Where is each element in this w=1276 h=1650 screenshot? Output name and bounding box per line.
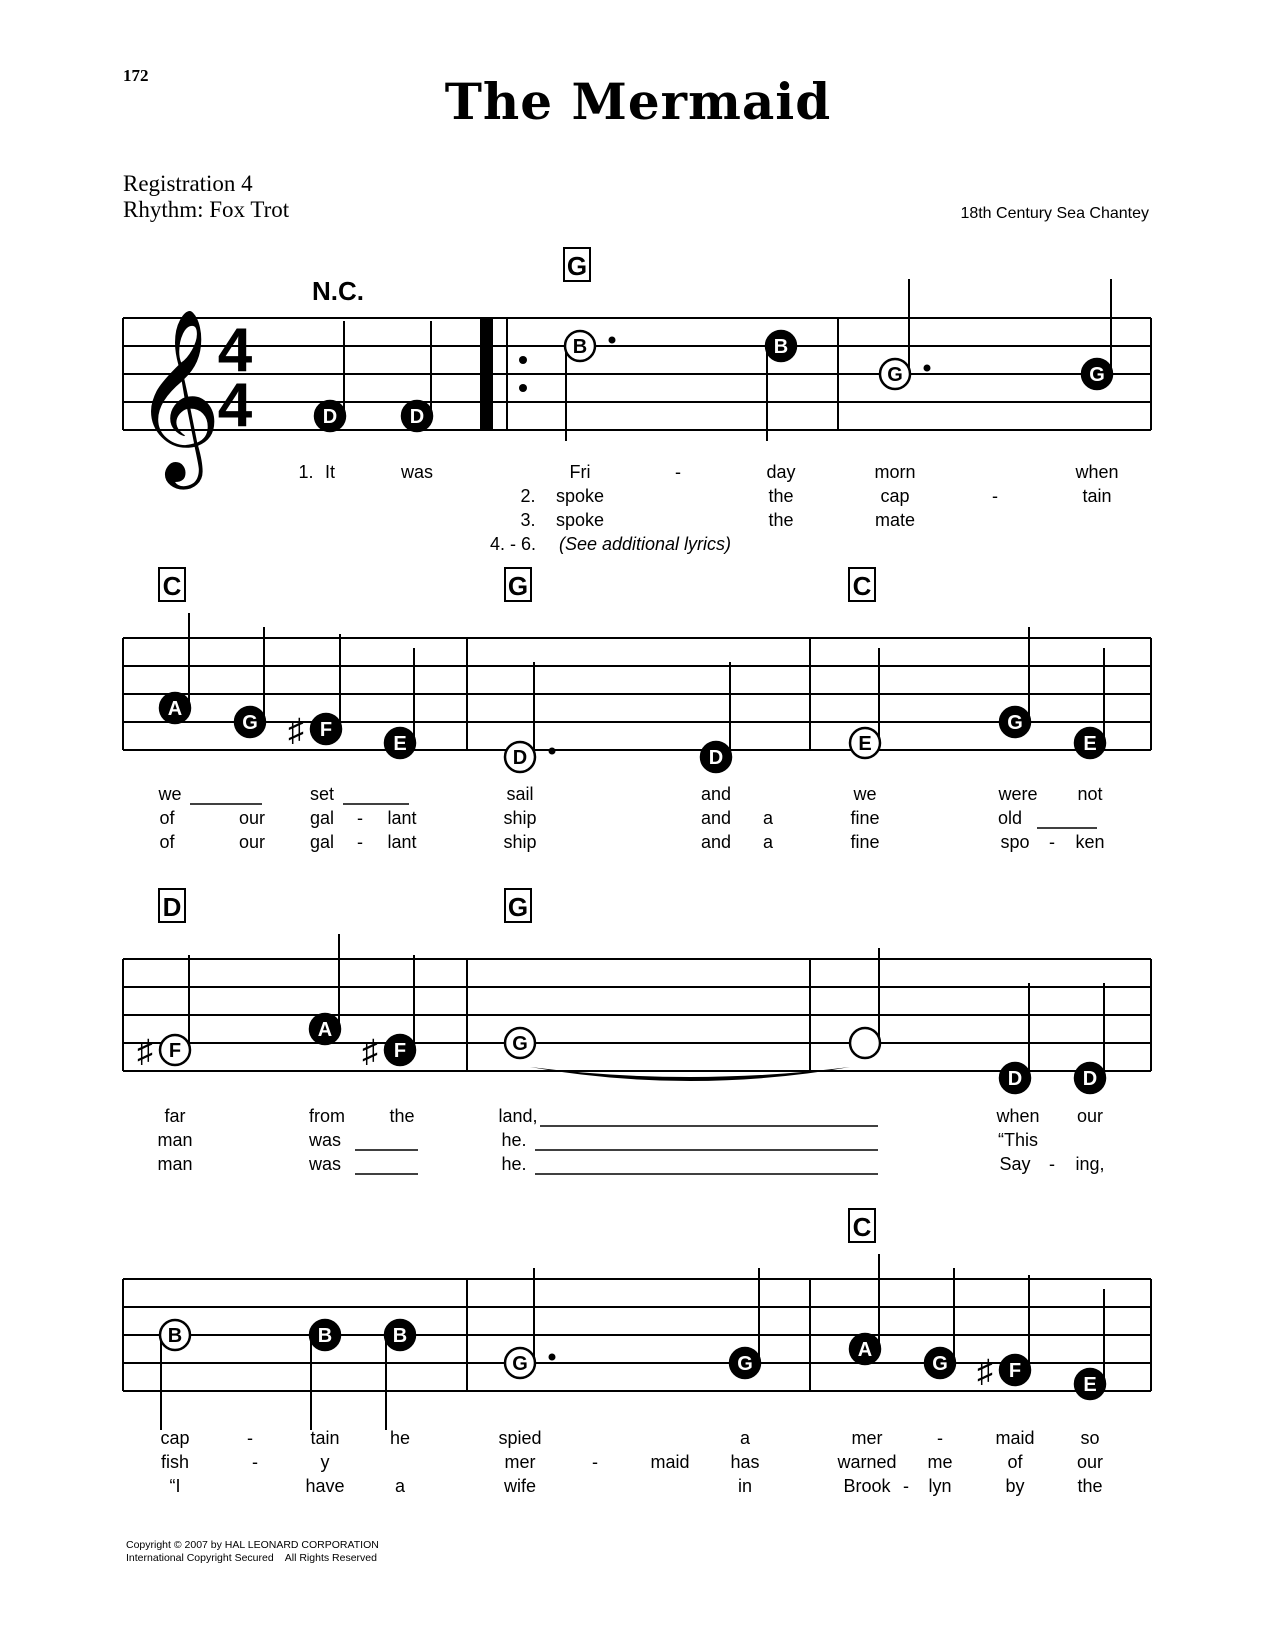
lyric-syllable: lyn bbox=[928, 1476, 952, 1496]
lyric-syllable: he. bbox=[501, 1154, 527, 1174]
lyric-syllable: ship bbox=[503, 832, 537, 852]
note-name: F bbox=[319, 719, 333, 741]
note-name: A bbox=[317, 1019, 333, 1041]
note-name: F bbox=[1008, 1360, 1022, 1382]
sharp-icon: ♯ bbox=[977, 1353, 993, 1389]
note bbox=[850, 948, 880, 1058]
augmentation-dot bbox=[924, 365, 931, 372]
staff-system bbox=[123, 889, 1151, 1174]
chord-label: G bbox=[507, 571, 529, 601]
note-name: E bbox=[1083, 733, 1097, 755]
augmentation-dot bbox=[549, 1354, 556, 1361]
note bbox=[362, 955, 415, 1069]
note bbox=[766, 331, 796, 441]
lyric-syllable: - bbox=[903, 1476, 909, 1496]
lyric-syllable: “This bbox=[998, 1130, 1038, 1150]
no-chord-label: N.C. bbox=[312, 276, 364, 306]
lyric-syllable: land, bbox=[498, 1106, 538, 1126]
lyric-syllable: when bbox=[996, 1106, 1040, 1126]
lyric-syllable: he bbox=[389, 1428, 411, 1448]
repeat-dot bbox=[519, 384, 527, 392]
lyric-syllable: mer bbox=[851, 1428, 883, 1448]
lyric-syllable: Fri bbox=[569, 462, 591, 482]
lyric-syllable: has bbox=[730, 1452, 760, 1472]
note bbox=[505, 1028, 535, 1058]
note bbox=[235, 627, 265, 737]
note bbox=[850, 1254, 880, 1364]
lyric-syllable: the bbox=[1077, 1476, 1103, 1496]
note-name: F bbox=[168, 1040, 182, 1062]
note-name: G bbox=[737, 1353, 753, 1375]
time-signature-top: 4 bbox=[217, 316, 253, 385]
note bbox=[880, 279, 931, 389]
lyric-syllable: maid bbox=[650, 1452, 690, 1472]
lyric-syllable: was bbox=[308, 1130, 342, 1150]
lyric-syllable: we bbox=[853, 784, 877, 804]
staff-system bbox=[123, 1209, 1151, 1496]
note bbox=[402, 321, 432, 431]
note-name: D bbox=[1007, 1068, 1023, 1090]
lyric-syllable: - bbox=[675, 462, 681, 482]
lyric-syllable: a bbox=[762, 808, 774, 828]
note bbox=[1075, 1289, 1105, 1399]
augmentation-dot bbox=[549, 748, 556, 755]
lyric-syllable: - bbox=[357, 808, 363, 828]
chord-label: G bbox=[507, 892, 529, 922]
note-name: B bbox=[572, 336, 588, 358]
lyric-syllable: tain bbox=[1082, 486, 1112, 506]
lyric-syllable: - bbox=[937, 1428, 943, 1448]
lyric-syllable: 3. bbox=[520, 510, 536, 530]
lyric-syllable: when bbox=[1075, 462, 1119, 482]
lyric-syllable: maid bbox=[995, 1428, 1035, 1448]
lyric-syllable: fine bbox=[850, 808, 880, 828]
lyric-syllable: - bbox=[1049, 1154, 1055, 1174]
lyric-syllable: a bbox=[739, 1428, 751, 1448]
lyric-syllable: - bbox=[592, 1452, 598, 1472]
page-number: 172 bbox=[123, 66, 149, 85]
lyric-syllable: of bbox=[159, 832, 175, 852]
note-name: G bbox=[512, 1033, 528, 1055]
lyric-syllable: man bbox=[157, 1154, 193, 1174]
lyric-syllable: (See additional lyrics) bbox=[558, 534, 732, 554]
lyric-syllable: lant bbox=[387, 808, 417, 828]
registration-label: Registration 4 bbox=[123, 171, 253, 196]
lyric-syllable: in bbox=[737, 1476, 753, 1496]
lyric-syllable: the bbox=[389, 1106, 415, 1126]
note bbox=[1082, 279, 1112, 389]
chord-label: D bbox=[162, 892, 182, 922]
lyric-syllable: morn bbox=[874, 462, 916, 482]
note-name: D bbox=[322, 406, 338, 428]
song-title: The Mermaid bbox=[444, 72, 832, 131]
note bbox=[1075, 983, 1105, 1093]
note-name: G bbox=[932, 1353, 948, 1375]
note bbox=[160, 613, 190, 723]
lyric-syllable: was bbox=[400, 462, 434, 482]
note bbox=[1075, 648, 1105, 758]
note bbox=[701, 662, 731, 772]
note-name: E bbox=[393, 733, 407, 755]
lyric-syllable: not bbox=[1077, 784, 1103, 804]
lyric-syllable: - bbox=[357, 832, 363, 852]
lyric-syllable: Brook bbox=[843, 1476, 891, 1496]
note-name: D bbox=[512, 747, 528, 769]
lyric-syllable: the bbox=[768, 486, 794, 506]
lyric-syllable: - bbox=[247, 1428, 253, 1448]
lyric-syllable: 4. - 6. bbox=[489, 534, 537, 554]
lyric-syllable: a bbox=[394, 1476, 406, 1496]
note bbox=[310, 934, 340, 1044]
augmentation-dot bbox=[609, 337, 616, 344]
lyric-syllable: man bbox=[157, 1130, 193, 1150]
lyric-syllable: mer bbox=[504, 1452, 536, 1472]
lyric-syllable: our bbox=[1076, 1106, 1104, 1126]
lyric-syllable: sail bbox=[506, 784, 534, 804]
copyright-line: International Copyright Secured All Rights Reserved bbox=[126, 1552, 377, 1564]
lyric-syllable: of bbox=[159, 808, 175, 828]
lyric-syllable: y bbox=[320, 1452, 330, 1472]
note-name: B bbox=[317, 1325, 333, 1347]
lyric-syllable: and bbox=[700, 832, 732, 852]
lyric-syllable: old bbox=[997, 808, 1023, 828]
lyric-syllable: warned bbox=[837, 1452, 897, 1472]
note bbox=[977, 1275, 1030, 1389]
chord-label: C bbox=[852, 571, 872, 601]
note-name: G bbox=[887, 364, 903, 386]
note bbox=[137, 955, 190, 1069]
lyric-syllable: and bbox=[700, 808, 732, 828]
note bbox=[730, 1268, 760, 1378]
lyric-syllable: me bbox=[927, 1452, 953, 1472]
lyric-syllable: the bbox=[768, 510, 794, 530]
lyric-syllable: have bbox=[305, 1476, 345, 1496]
lyric-syllable: “I bbox=[169, 1476, 181, 1496]
rhythm-label: Rhythm: Fox Trot bbox=[123, 197, 290, 222]
lyric-syllable: our bbox=[238, 832, 266, 852]
note bbox=[1000, 627, 1030, 737]
note bbox=[505, 662, 556, 772]
lyric-syllable: of bbox=[1007, 1452, 1023, 1472]
lyric-syllable: spied bbox=[498, 1428, 542, 1448]
note-head bbox=[850, 1028, 880, 1058]
note bbox=[310, 1320, 340, 1430]
tie bbox=[530, 1067, 850, 1081]
note-name: G bbox=[512, 1353, 528, 1375]
staff-system bbox=[123, 568, 1151, 852]
lyric-syllable: spoke bbox=[555, 486, 605, 506]
lyric-syllable: - bbox=[252, 1452, 258, 1472]
composer-credit: 18th Century Sea Chantey bbox=[960, 205, 1149, 222]
lyric-syllable: ken bbox=[1075, 832, 1105, 852]
sharp-icon: ♯ bbox=[137, 1033, 153, 1069]
copyright-notice bbox=[126, 1539, 379, 1565]
note-name: B bbox=[167, 1325, 183, 1347]
lyric-syllable: ing, bbox=[1075, 1154, 1105, 1174]
note-name: D bbox=[708, 747, 724, 769]
sharp-icon: ♯ bbox=[362, 1033, 378, 1069]
lyric-syllable: - bbox=[992, 486, 998, 506]
lyric-syllable: spo bbox=[1000, 832, 1030, 852]
repeat-dot bbox=[519, 356, 527, 364]
lyric-syllable: ship bbox=[503, 808, 537, 828]
lyric-syllable: fine bbox=[850, 832, 880, 852]
lyric-syllable: by bbox=[1005, 1476, 1025, 1496]
note-name: D bbox=[409, 406, 425, 428]
treble-clef-icon: 𝄞 bbox=[133, 310, 222, 478]
lyric-syllable: were bbox=[998, 784, 1038, 804]
lyric-syllable: - bbox=[1049, 832, 1055, 852]
lyric-syllable: lant bbox=[387, 832, 417, 852]
lyric-syllable: gal bbox=[309, 808, 335, 828]
lyric-syllable: mate bbox=[874, 510, 916, 530]
lyric-syllable: 2. bbox=[520, 486, 536, 506]
note-name: G bbox=[242, 712, 258, 734]
lyric-syllable: day bbox=[766, 462, 796, 482]
lyric-syllable: was bbox=[308, 1154, 342, 1174]
note-name: E bbox=[858, 733, 872, 755]
lyric-syllable: from bbox=[309, 1106, 345, 1126]
time-signature-bottom: 4 bbox=[217, 371, 253, 440]
chord-label: G bbox=[566, 251, 588, 281]
note-name: A bbox=[857, 1339, 873, 1361]
note bbox=[315, 321, 345, 431]
note bbox=[160, 1320, 190, 1430]
lyric-syllable: cap bbox=[160, 1428, 190, 1448]
staff-system bbox=[123, 248, 1151, 554]
note-name: A bbox=[167, 698, 183, 720]
copyright-line: Copyright © 2007 by HAL LEONARD CORPORATION bbox=[126, 1539, 379, 1551]
note-name: F bbox=[393, 1040, 407, 1062]
note bbox=[565, 331, 616, 441]
sharp-icon: ♯ bbox=[288, 712, 304, 748]
note-name: B bbox=[392, 1325, 408, 1347]
note bbox=[288, 634, 341, 748]
lyric-syllable: Say bbox=[999, 1154, 1031, 1174]
note bbox=[385, 1320, 415, 1430]
note-name: G bbox=[1089, 364, 1105, 386]
lyric-syllable: It bbox=[324, 462, 336, 482]
note bbox=[505, 1268, 556, 1378]
lyric-syllable: fish bbox=[160, 1452, 190, 1472]
note-name: E bbox=[1083, 1374, 1097, 1396]
note-name: G bbox=[1007, 712, 1023, 734]
lyric-syllable: he. bbox=[501, 1130, 527, 1150]
lyric-syllable: tain bbox=[310, 1428, 340, 1448]
lyric-syllable: wife bbox=[503, 1476, 537, 1496]
repeat-thick-barline bbox=[480, 318, 493, 430]
lyric-syllable: our bbox=[238, 808, 266, 828]
chord-label: C bbox=[852, 1212, 872, 1242]
lyric-syllable: and bbox=[700, 784, 732, 804]
note bbox=[1000, 983, 1030, 1093]
lyric-syllable: a bbox=[762, 832, 774, 852]
lyric-syllable: cap bbox=[880, 486, 910, 506]
note bbox=[850, 648, 880, 758]
lyric-syllable: far bbox=[164, 1106, 186, 1126]
note-name: D bbox=[1082, 1068, 1098, 1090]
note-name: B bbox=[773, 336, 789, 358]
lyric-syllable: so bbox=[1080, 1428, 1100, 1448]
note bbox=[925, 1268, 955, 1378]
lyric-syllable: set bbox=[309, 784, 335, 804]
lyric-syllable: 1. bbox=[298, 462, 314, 482]
lyric-syllable: spoke bbox=[555, 510, 605, 530]
chord-label: C bbox=[162, 571, 182, 601]
note bbox=[385, 648, 415, 758]
lyric-syllable: our bbox=[1076, 1452, 1104, 1472]
lyric-syllable: we bbox=[158, 784, 182, 804]
lyric-syllable: gal bbox=[309, 832, 335, 852]
